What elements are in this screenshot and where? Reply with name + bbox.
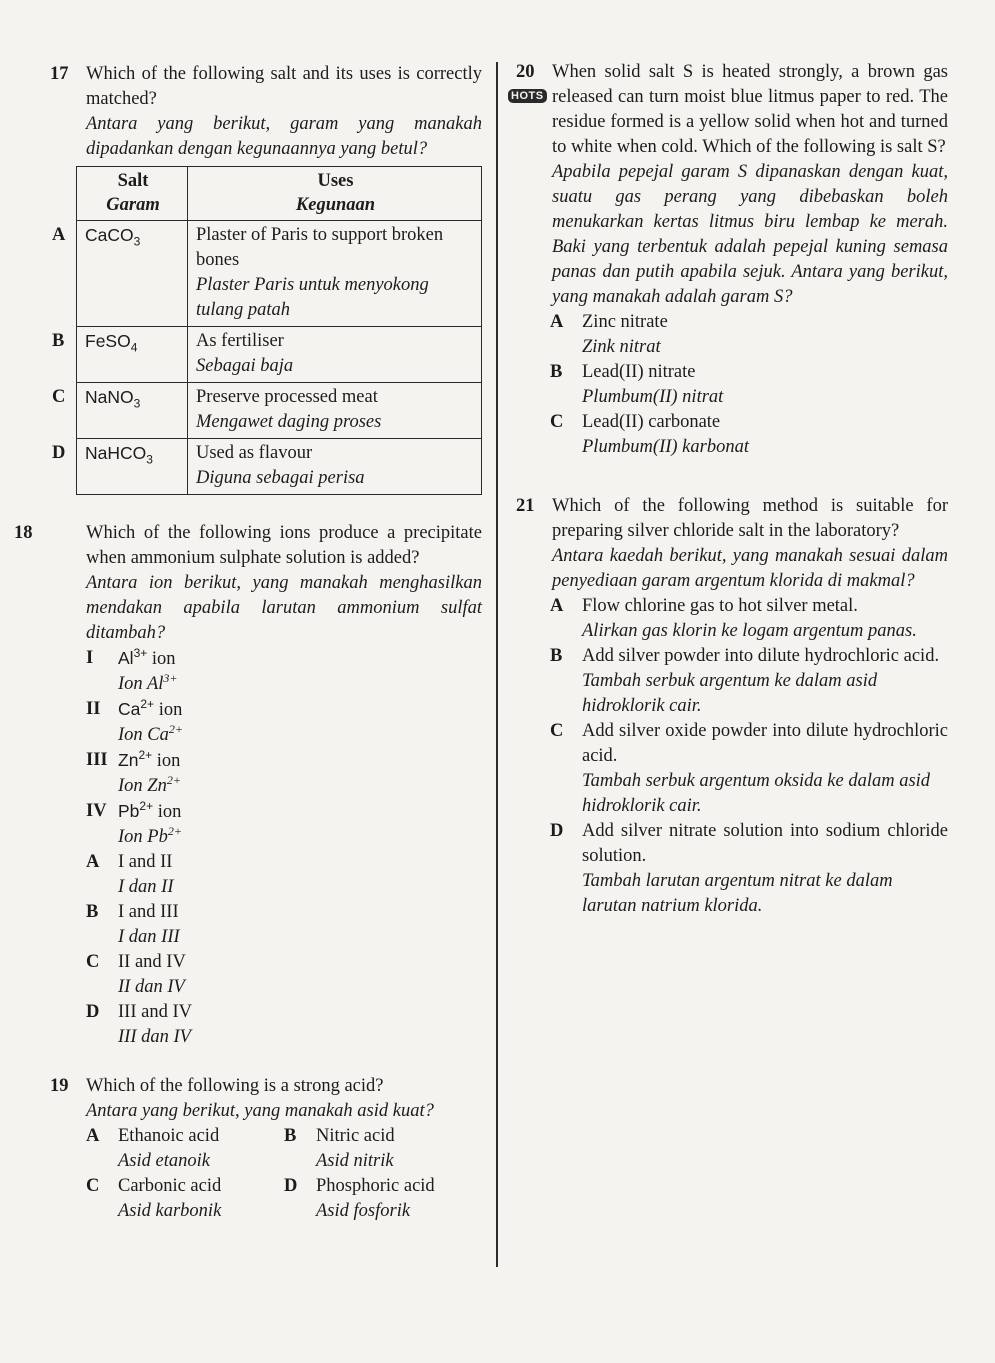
question-20	[511, 60, 948, 460]
question-text-en: Which of the following ions produce a precipitate when ammonium sulphate solution is added?	[86, 523, 482, 568]
option-c[interactable]: C Carbonic acid Asid karbonik	[86, 1176, 222, 1221]
option-letter: A	[50, 221, 77, 327]
answer-options	[550, 594, 948, 919]
header-uses: Uses Kegunaan	[188, 167, 482, 221]
salt-formula: NaNO$_3$	[77, 383, 188, 439]
question-21	[516, 494, 948, 919]
question-text-ms: Antara yang berikut, garam yang manakah dipadankan dengan kegunaannya yang betul?	[86, 114, 482, 159]
column-divider	[496, 62, 498, 1267]
option-a[interactable]: A Flow chlorine gas to hot silver metal. Alirkan gas klorin ke logam argentum panas.	[550, 596, 917, 641]
salt-formula: FeSO$_4$	[77, 327, 188, 383]
left-column	[14, 62, 482, 1224]
option-c[interactable]: C Lead(II) carbonate Plumbum(II) karbonat	[550, 412, 749, 457]
option-b[interactable]: B I and III I dan III	[86, 902, 180, 947]
question-number: 20	[516, 62, 535, 82]
option-d[interactable]: D Add silver nitrate solution into sodium chloride solution. Tambah larutan argentum nitrat ke dalam larutan natrium klorida.	[550, 821, 948, 916]
question-text-ms: Antara kaedah berikut, yang manakah sesuai dalam penyediaan garam argentum klorida di makmal?	[552, 546, 948, 591]
option-c[interactable]: C Add silver oxide powder into dilute hydrochloric acid. Tambah serbuk argentum oksida ke dalam asid hidroklorik cair.	[550, 721, 948, 816]
question-number: 19	[50, 1076, 69, 1096]
table-row	[50, 221, 482, 327]
table-header-row	[50, 167, 482, 221]
ion-item: IV $Pb^{2+}$ ion Ion $Pb^{2+}$	[86, 799, 182, 847]
question-text-en: Which of the following is a strong acid?	[86, 1076, 384, 1096]
salt-use: Preserve processed meat Mengawet daging proses	[188, 383, 482, 439]
salt-use: Used as flavour Diguna sebagai perisa	[188, 439, 482, 495]
option-a[interactable]: A Ethanoic acid Asid etanoik	[86, 1126, 220, 1171]
ion-item: II $Ca^{2+}$ ion Ion $Ca^{2+}$	[86, 697, 183, 745]
ion-formula: $Ca^{2+}$	[118, 697, 155, 719]
option-d[interactable]: D III and IV III dan IV	[86, 1002, 192, 1047]
option-a[interactable]: A I and II I dan II	[86, 852, 174, 897]
question-17	[50, 62, 482, 162]
salt-use: As fertiliser Sebagai baja	[188, 327, 482, 383]
option-b[interactable]: B Add silver powder into dilute hydrochloric acid. Tambah serbuk argentum ke dalam asid hidroklorik cair.	[550, 646, 940, 716]
option-b[interactable]: B Nitric acid Asid nitrik	[284, 1126, 395, 1171]
ion-formula: $Pb^{2+}$	[118, 799, 154, 821]
question-text-ms: Antara yang berikut, yang manakah asid kuat?	[86, 1101, 434, 1121]
hots-badge: HOTS	[508, 89, 547, 103]
option-b[interactable]: B Lead(II) nitrate Plumbum(II) nitrat	[550, 362, 724, 407]
question-number: 18	[14, 523, 33, 543]
ion-list	[50, 646, 482, 850]
question-text-en: Which of the following salt and its uses is correctly matched?	[86, 64, 482, 109]
question-18	[14, 521, 482, 646]
question-number: 21	[516, 496, 535, 516]
ion-item: III $Zn^{2+}$ ion Ion $Zn^{2+}$	[86, 748, 181, 796]
question-number: 17	[50, 64, 69, 84]
answer-options	[50, 1124, 482, 1224]
option-a[interactable]: A Zinc nitrate Zink nitrat	[550, 312, 668, 357]
question-19	[50, 1074, 482, 1124]
table-row	[50, 383, 482, 439]
option-letter: B	[50, 327, 77, 383]
option-letter: C	[50, 383, 77, 439]
question-text-en: Which of the following method is suitable for preparing silver chloride salt in the laboratory?	[552, 496, 948, 541]
question-text-en: When solid salt S is heated strongly, a brown gas released can turn moist blue litmus paper to red. The residue formed is a yellow solid when hot and turned to white when cold. Which of the following is salt S?	[552, 62, 948, 157]
question-text-ms: Apabila pepejal garam S dipanaskan dengan kuat, suatu gas perang yang dibebaskan boleh menukarkan kertas litmus biru lembap ke merah. Baki yang terbentuk adalah pepejal kuning semasa panas dan putih apabila sejuk. Antara yang berikut, yang manakah adalah garam S?	[552, 162, 948, 307]
ion-formula: $Al^{3+}$	[118, 646, 148, 668]
option-letter: D	[50, 439, 77, 495]
answer-options	[50, 850, 482, 1050]
answer-options	[550, 310, 948, 460]
table-row	[50, 439, 482, 495]
table-row	[50, 327, 482, 383]
option-d[interactable]: D Phosphoric acid Asid fosforik	[284, 1176, 435, 1221]
ion-formula: $Zn^{2+}$	[118, 748, 153, 770]
salt-uses-table	[50, 166, 482, 495]
salt-formula: CaCO$_3$	[77, 221, 188, 327]
question-text-ms: Antara ion berikut, yang manakah menghasilkan mendakan apabila larutan ammonium sulfat ditambah?	[86, 573, 482, 643]
salt-formula: NaHCO$_3$	[77, 439, 188, 495]
header-salt: Salt Garam	[77, 167, 188, 221]
right-column	[511, 60, 948, 919]
option-c[interactable]: C II and IV II dan IV	[86, 952, 186, 997]
salt-use: Plaster of Paris to support broken bones Plaster Paris untuk menyokong tulang patah	[188, 221, 482, 327]
ion-item: I $Al^{3+}$ ion Ion $Al^{3+}$	[86, 646, 178, 694]
